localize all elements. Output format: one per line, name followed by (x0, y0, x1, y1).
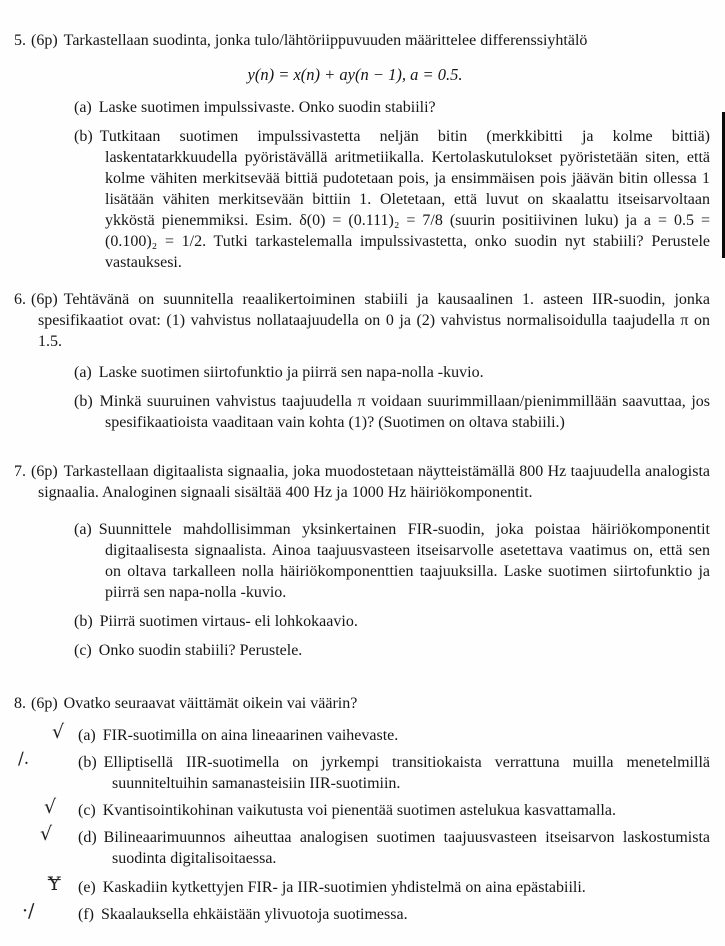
item-text: Piirrä suotimen virtaus- eli lohkokaavio. (99, 613, 358, 630)
item-5b (0, 126, 710, 273)
handwritten-dot-slash-mark: ·∕ (22, 900, 35, 922)
item-8c (0, 796, 710, 821)
item-7b (0, 611, 710, 632)
problem-points: (6p) (31, 32, 58, 49)
problem-8-section (0, 693, 710, 925)
item-label: (c) (78, 802, 96, 819)
item-6b (0, 391, 710, 433)
item-7c (0, 640, 710, 661)
item-text: Tutkitaan suotimen impulssivastetta neljän bitin (merkkibitti ja kolme bittiä) laskentatarkkuudella pyöristävällä aritmetiikalla. Kertolaskutulokset pyöristetään siten, että kolme vähiten merkitsevää bittiä pudotetaan pois, ja ensimmäisen pois jäävän bitin ollessa 1 lisätään vähiten merkitsevään bittiin 1. Oletetaan, että luvut on skaalattu itseisarvoltaan ykköstä pienemmiksi. Esim. δ(0) = (0.111)₂ = 7/8 (suurin positiivinen luku) ja a = 0.5 = (0.100)₂ = 1/2. Tutki tarkastelemalla impulssivastetta, onko suodin nyt stabiili? Perustele vastauksesi. (99, 128, 710, 271)
item-text: Suunnittele mahdollisimman yksinkertainen FIR-suodin, joka poistaa häiriökomponentit digitaalisesta signaalista. Ainoa taajuusvasteen itseisarvolle asetettava vaatimus on, että sen on oltava tarkalleen nolla häiriökomponenttien taajuuksilla. Laske suotimen siirtofunktio ja piirrä sen napa-nolla -kuvio. (98, 521, 710, 601)
problem-number: 6. (14, 291, 26, 308)
handwritten-check-mark: √ (44, 796, 57, 818)
item-label: (b) (74, 613, 93, 630)
item-8f (0, 900, 710, 925)
problem-intro: Tarkastellaan suodinta, jonka tulo/lähtöriippuvuuden määrittelee differenssiyhtälö (63, 32, 588, 49)
item-7a (0, 519, 710, 603)
problem-intro: Tehtävänä on suunnitella reaalikertoiminen stabiili ja kausaalinen 1. asteen IIR-suodin, jonka spesifikaatiot ovat: (1) vahvistus nollataajuudella on 0 ja (2) vahvistus normalisoidulla taajudella π on 1.5. (38, 291, 710, 350)
problem-number: 7. (14, 463, 26, 480)
item-text: Elliptisellä IIR-suotimella on jyrkempi transitiokaista verrattuna muilla menetelmillä suunniteltuihin samanasteisiin IIR-suotimiin. (103, 754, 710, 792)
problem-intro: Ovatko seuraavat väittämät oikein vai väärin? (63, 695, 358, 712)
problem-7-section (0, 461, 710, 661)
item-label: (a) (74, 99, 92, 116)
item-text: Kaskadiin kytkettyjen FIR- ja IIR-suotimien yhdistelmä on aina epästabiili. (102, 879, 586, 896)
problem-points: (6p) (31, 291, 58, 308)
item-text: Laske suotimen siirtofunktio ja piirrä sen napa-nolla -kuvio. (98, 364, 484, 381)
item-text: Onko suodin stabiili? Perustele. (98, 642, 303, 659)
problem-number: 5. (14, 32, 26, 49)
problem-8-heading (0, 693, 710, 714)
handwritten-check-mark: √ (52, 721, 65, 743)
handwritten-crossed-check-mark: Ɏ (48, 873, 61, 895)
problem-6-heading (0, 289, 710, 352)
item-8a (0, 721, 710, 746)
problem-6-section (0, 289, 710, 433)
item-5a (0, 97, 710, 118)
item-label: (a) (78, 727, 96, 744)
item-8d (0, 823, 710, 869)
problem-7-heading (0, 461, 710, 503)
difference-equation: y(n) = x(n) + ay(n − 1), a = 0.5. (247, 65, 463, 84)
item-label: (e) (78, 879, 96, 896)
item-text: Skaalauksella ehkäistään ylivuotoja suotimessa. (100, 906, 408, 923)
problem-5-section (0, 30, 710, 273)
item-label: (f) (78, 906, 94, 923)
item-label: (b) (78, 754, 97, 771)
item-label: (b) (74, 128, 93, 145)
problem-points: (6p) (31, 463, 58, 480)
item-8b (0, 749, 710, 794)
item-label: (b) (74, 393, 93, 410)
problem-points: (6p) (31, 695, 58, 712)
item-label: (a) (74, 364, 92, 381)
handwritten-slash-mark: ∕. (18, 749, 30, 769)
item-text: Kvantisointikohinan vaikutusta voi pienentää suotimen astelukua kasvattamalla. (102, 802, 616, 819)
item-label: (c) (74, 642, 92, 659)
problem-number: 8. (14, 695, 26, 712)
item-label: (d) (78, 829, 97, 846)
item-text: FIR-suotimilla on aina lineaarinen vaihevaste. (102, 727, 399, 744)
item-text: Laske suotimen impulssivaste. Onko suodin stabiili? (98, 99, 436, 116)
item-label: (a) (74, 521, 92, 538)
item-text: Minkä suuruinen vahvistus taajuudella π voidaan suurimmillaan/pienimmillään saavuttaa, jos spesifikaatioista vaaditaan vain kohta (1)? (Suotimen on oltava stabiili.) (99, 393, 710, 431)
item-6a (0, 362, 710, 383)
problem-intro: Tarkastellaan digitaalista signaalia, joka muodostetaan näytteistämällä 800 Hz taajuudella analogista signaalia. Analoginen signaali sisältää 400 Hz ja 1000 Hz häiriökomponentit. (38, 463, 710, 501)
item-8e (0, 873, 710, 898)
handwritten-check-mark: √ (40, 823, 53, 845)
item-text: Bilineaarimuunnos aiheuttaa analogisen suotimen taajuusvasteen itseisarvon laskostumista suodinta digitalisoitaessa. (103, 829, 710, 867)
problem-5-heading (0, 30, 710, 51)
